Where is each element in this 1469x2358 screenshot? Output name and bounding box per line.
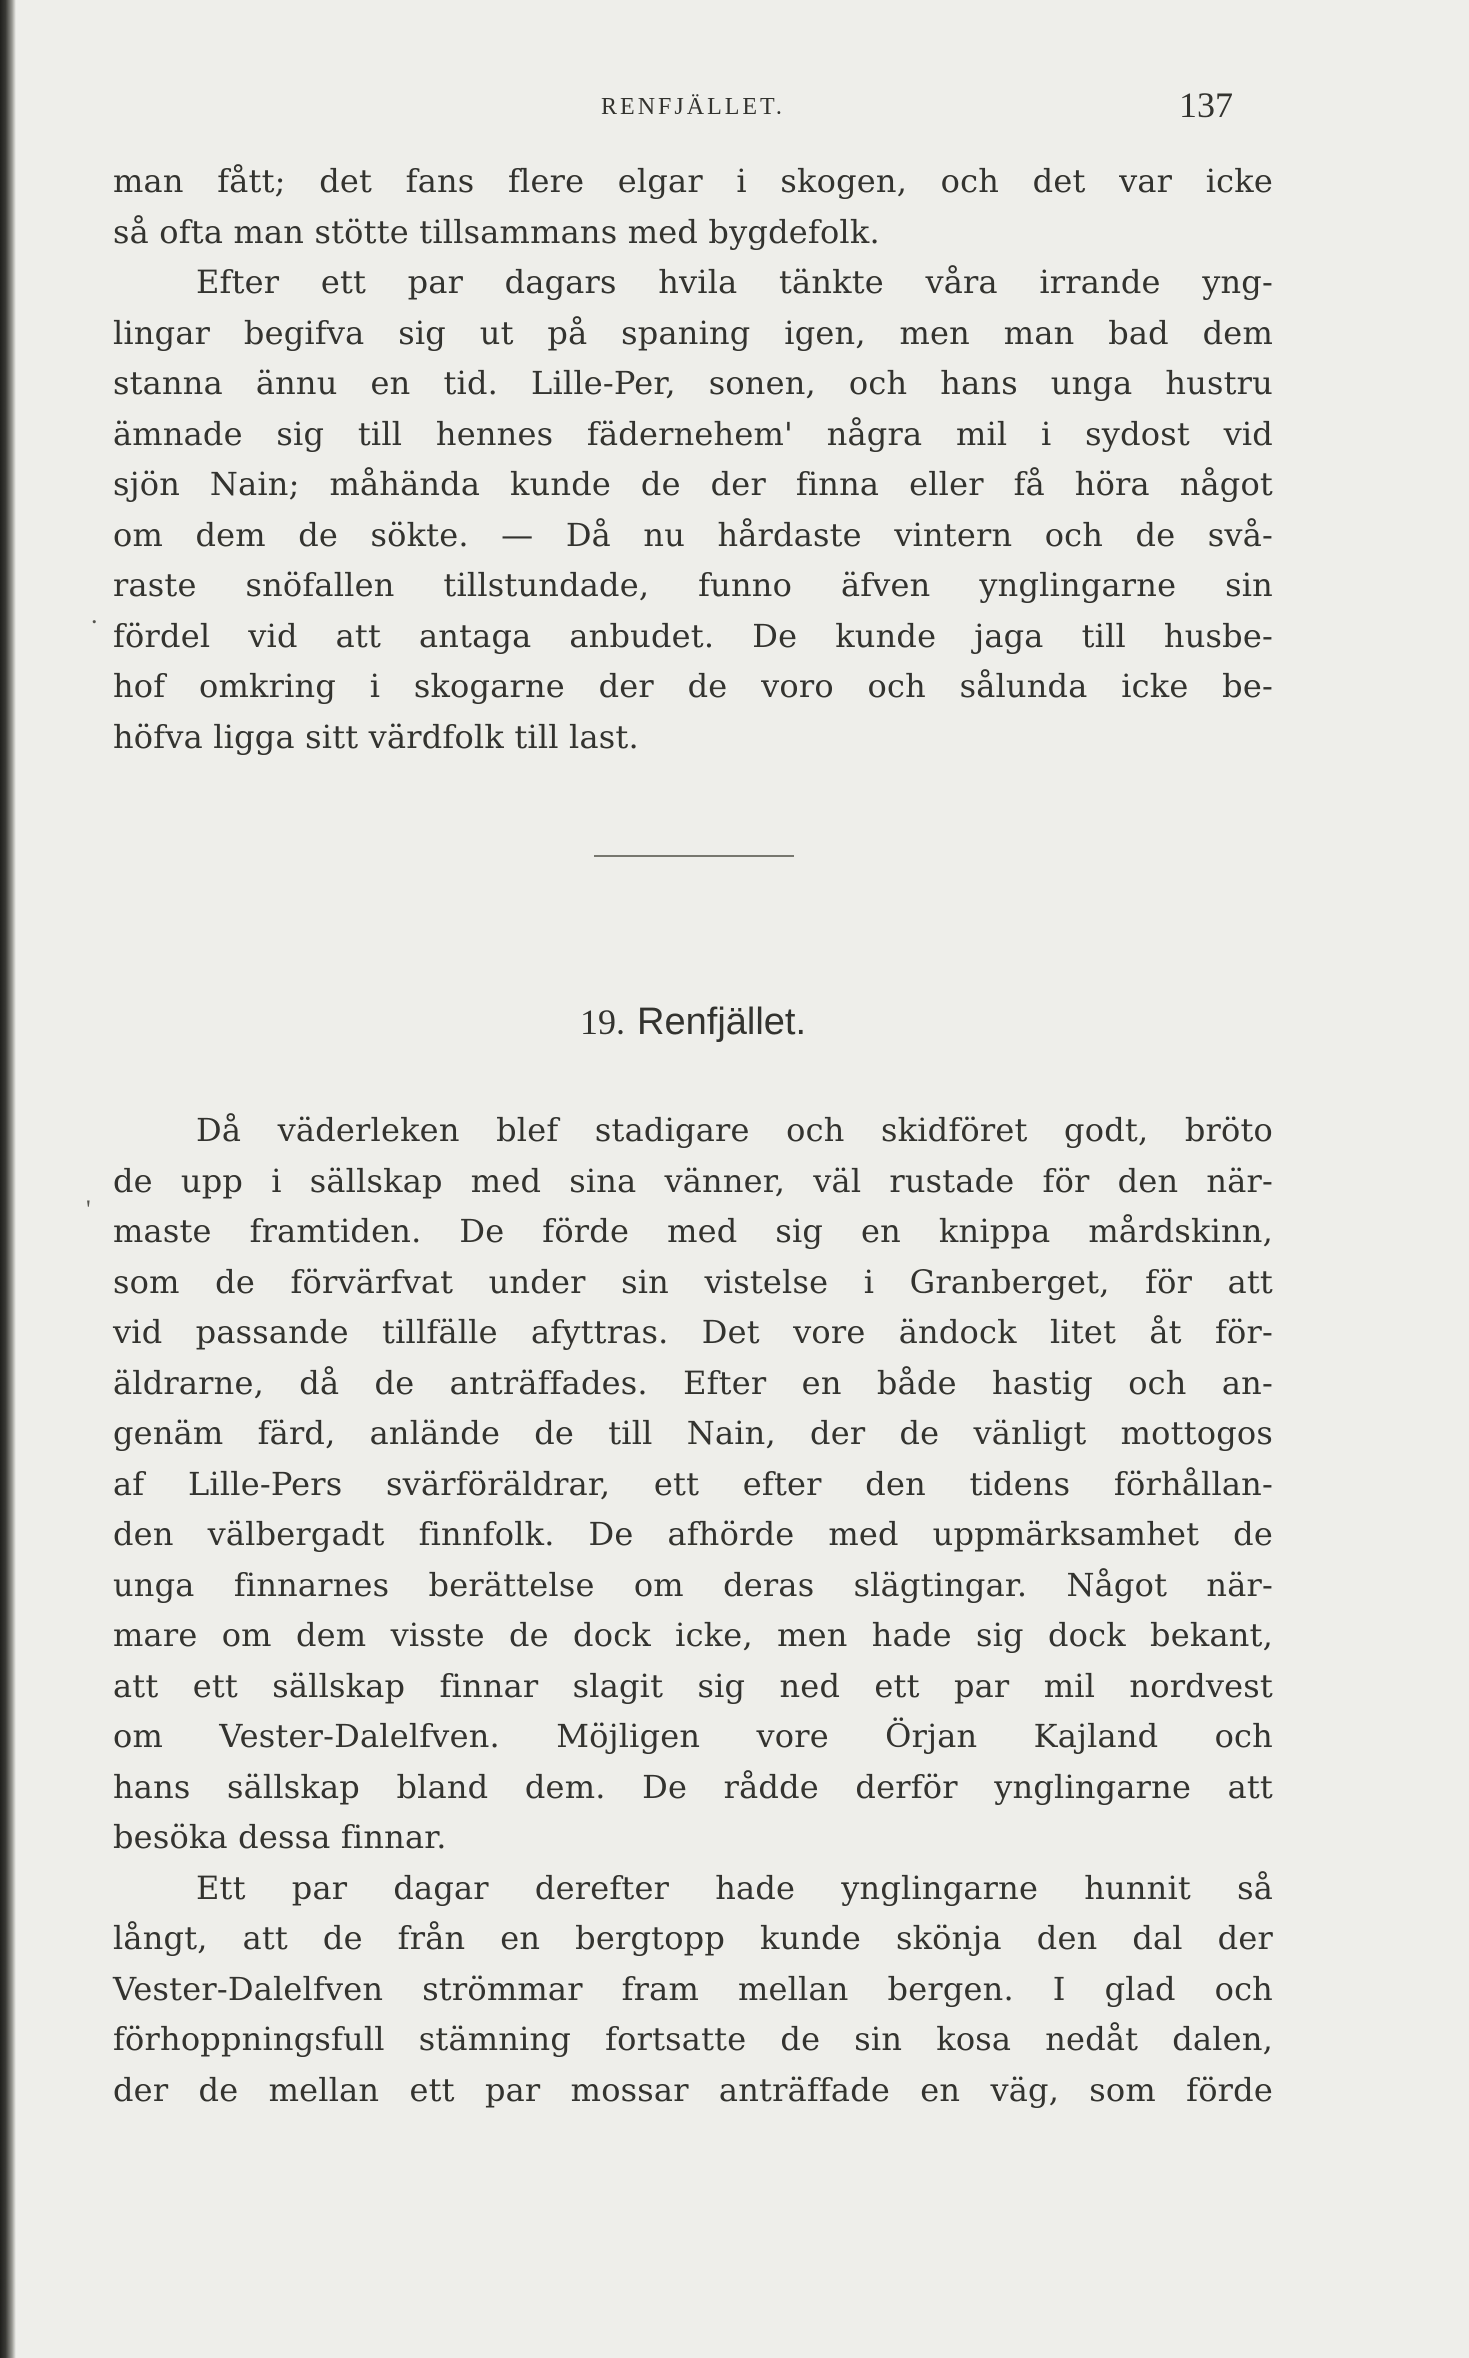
page-header [113,86,1273,130]
text-line: raste snöfallen tillstundade, funno äfven ynglingarne sin [113,566,1273,604]
text-line: mare om dem visste de dock icke, men hade sig dock bekant, [113,1616,1273,1654]
text-line: unga finnarnes berättelse om deras slägtingar. Något när- [113,1565,1273,1604]
text-line: genäm färd, anlände de till Nain, der de vänligt mottogos [113,1414,1273,1452]
book-spine-edge [0,0,16,2358]
text-line: som de förvärfvat under sin vistelse i Granberget, för att [113,1262,1273,1301]
text-line: fördel vid att antaga anbudet. De kunde jaga till husbe- [113,616,1273,655]
text-line: Vester-Dalelfven strömmar fram mellan bergen. I glad och [113,1969,1273,2008]
text-line: Ett par dagar derefter hade ynglingarne hunnit så [196,1868,1273,1907]
chapter-section-text [113,1105,1273,2115]
margin-quote-mark: ' [86,1195,91,1224]
text-line: lingar begifva sig ut på spaning igen, men man bad dem [113,313,1273,352]
text-line: hof omkring i skogarne der de voro och sålunda icke be- [113,667,1273,705]
text-line: höfva ligga sitt värdfolk till last. [113,717,639,756]
chapter-title: Renfjället. [637,1001,807,1043]
text-line: sjön Nain; måhända kunde de der finna eller få höra något [113,465,1273,503]
text-line: om dem de sökte. — Då nu hårdaste vintern och de svå- [113,515,1273,554]
text-line: af Lille-Pers svärföräldrar, ett efter den tidens förhållan- [113,1464,1273,1503]
text-line: så ofta man stötte tillsammans med bygdefolk. [113,212,880,251]
section-divider-rule [594,855,794,857]
text-line: att ett sällskap finnar slagit sig ned ett par mil nordvest [113,1666,1273,1705]
text-line: ämnade sig till hennes fädernehem' några mil i sydost vid [113,414,1273,453]
text-line: förhoppningsfull stämning fortsatte de sin kosa nedåt dalen, [113,2020,1273,2058]
text-line: den välbergadt finnfolk. De afhörde med uppmärksamhet de [113,1515,1273,1553]
text-line: stanna ännu en tid. Lille-Per, sonen, och hans unga hustru [113,364,1273,402]
chapter-number: 19. [579,1002,625,1042]
text-line: vid passande tillfälle afyttras. Det vore ändock litet åt för- [113,1313,1273,1351]
text-line: Efter ett par dagars hvila tänkte våra irrande yng- [196,263,1273,301]
running-title: RENFJÄLLET. [601,94,785,120]
text-line: maste framtiden. De förde med sig en knippa mårdskinn, [113,1212,1273,1250]
page-number: 137 [1179,85,1233,125]
text-line: man fått; det fans flere elgar i skogen, och det var icke [113,162,1273,200]
text-line: äldrarne, då de anträffades. Efter en både hastig och an- [113,1363,1273,1402]
top-section-text [113,156,1273,762]
text-line: hans sällskap bland dem. De rådde derför ynglingarne att [113,1767,1273,1806]
margin-dot-mark: . [91,600,98,629]
text-line: besöka dessa finnar. [113,1818,447,1856]
text-line: de upp i sällskap med sina vänner, väl rustade för den när- [113,1161,1273,1200]
text-line: om Vester-Dalelfven. Möjligen vore Örjan Kajland och [113,1717,1273,1755]
text-line: der de mellan ett par mossar anträffade en väg, som förde [113,2070,1273,2109]
chapter-heading [113,995,1273,1047]
text-line: långt, att de från en bergtopp kunde skönja den dal der [113,1919,1273,1957]
text-line: Då väderleken blef stadigare och skidföret godt, bröto [196,1111,1273,1149]
